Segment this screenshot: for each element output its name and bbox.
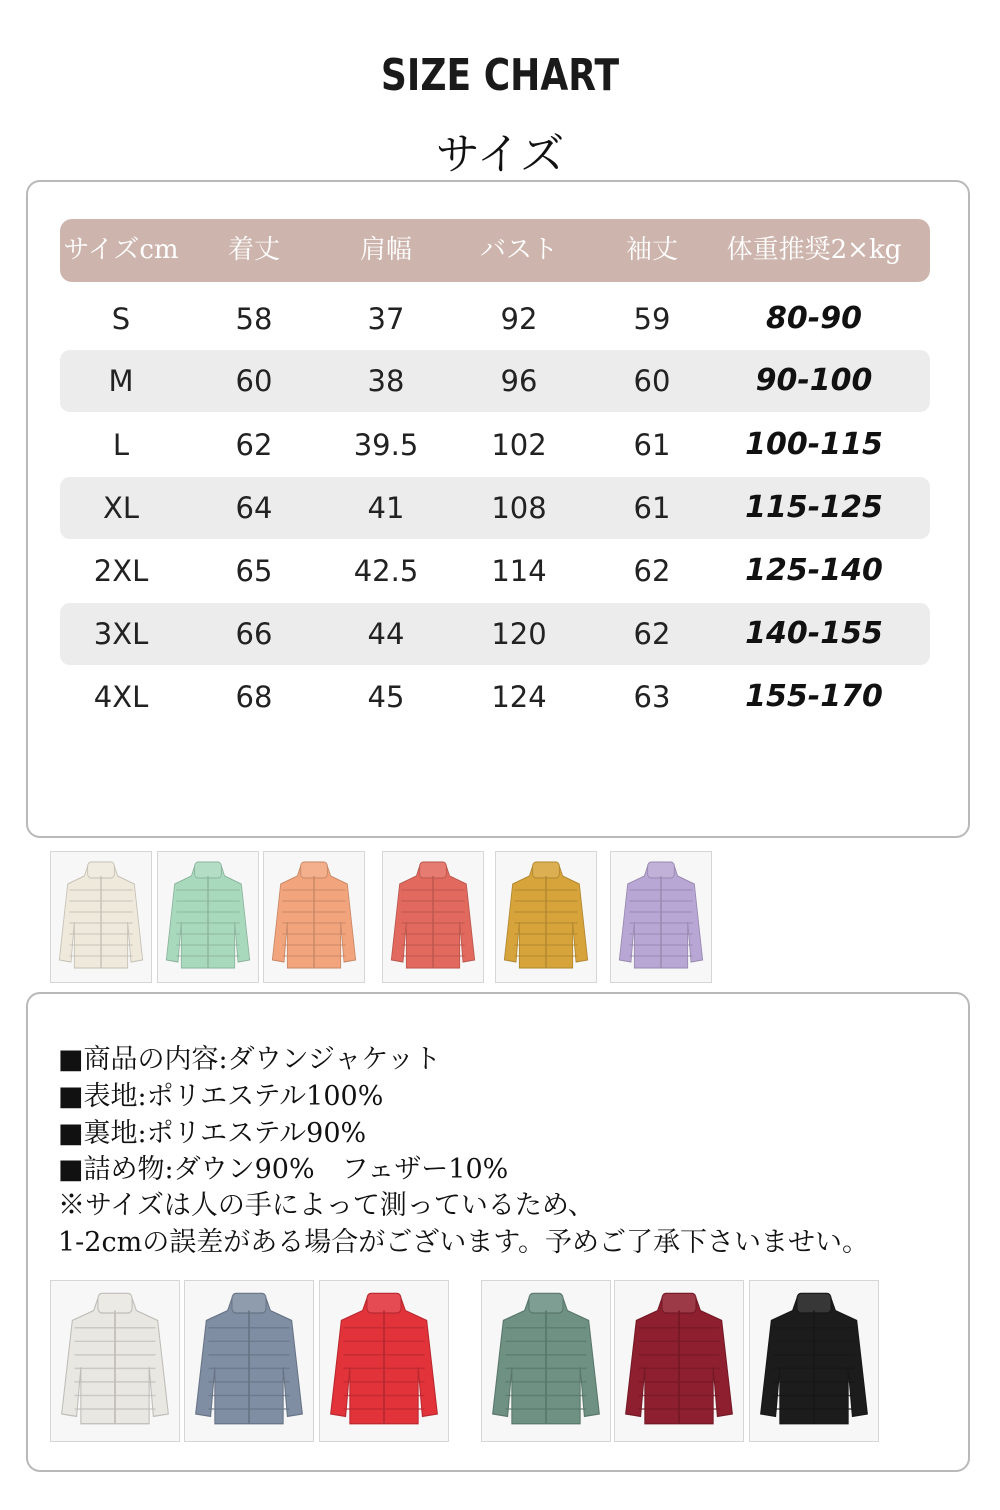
table-cell: 62: [633, 554, 671, 588]
title-en: SIZE CHART: [380, 50, 620, 101]
jacket-thumbnail: [495, 851, 597, 983]
info-line: ■商品の内容:ダウンジャケット: [58, 1044, 442, 1075]
table-row-size: 2XL: [93, 554, 149, 588]
table-cell: 44: [367, 617, 405, 651]
table-cell: 80-90: [766, 301, 862, 336]
title-jp: サイズ: [435, 129, 565, 180]
table-header-4: 袖丈: [625, 235, 678, 265]
jacket-thumbnail: [382, 851, 484, 983]
jacket-thumbnail: [50, 851, 152, 983]
table-cell: 68: [235, 680, 273, 714]
jacket-thumbnail: [610, 851, 712, 983]
info-line: ■表地:ポリエステル100%: [58, 1081, 384, 1112]
table-cell: 90-100: [755, 363, 873, 398]
table-cell: 92: [500, 302, 538, 336]
jacket-thumbnail: [614, 1280, 744, 1442]
jacket-thumbnail: [157, 851, 259, 983]
info-line: ■裏地:ポリエステル90%: [58, 1118, 367, 1149]
info-line: ■詰め物:ダウン90% フェザー10%: [58, 1154, 509, 1185]
table-cell: 108: [491, 491, 547, 525]
table-cell: 41: [367, 491, 405, 525]
jacket-thumbnail: [50, 1280, 180, 1442]
jacket-thumbnail: [184, 1280, 314, 1442]
table-header-3: バスト: [479, 235, 558, 265]
table-row-size: 4XL: [93, 680, 149, 714]
info-line: ※サイズは人の手によって測っているため、: [58, 1190, 595, 1221]
table-cell: 61: [633, 428, 671, 462]
table-cell: 140-155: [745, 616, 883, 651]
table-cell: 37: [367, 302, 405, 336]
table-cell: 100-115: [745, 427, 883, 462]
table-cell: 115-125: [745, 490, 883, 525]
info-line: 1-2cmの誤差がある場合がございます。予めご了承下さいませい。: [58, 1227, 870, 1258]
table-cell: 114: [491, 554, 547, 588]
table-row-size: XL: [102, 491, 140, 525]
table-header-2: 肩幅: [359, 235, 412, 265]
table-cell: 96: [500, 364, 538, 398]
table-cell: 102: [491, 428, 547, 462]
table-cell: 60: [633, 364, 671, 398]
table-cell: 66: [235, 617, 273, 651]
jacket-thumbnail: [263, 851, 365, 983]
table-cell: 125-140: [745, 553, 883, 588]
table-row-size: M: [108, 364, 134, 398]
table-cell: 63: [633, 680, 671, 714]
jacket-thumbnail: [749, 1280, 879, 1442]
table-cell: 59: [633, 302, 671, 336]
table-row-size: 3XL: [93, 617, 149, 651]
table-header-0: サイズcm: [63, 235, 179, 265]
table-cell: 65: [235, 554, 273, 588]
table-row-size: S: [111, 302, 131, 336]
table-header-1: 着丈: [227, 235, 280, 265]
table-header-5: 体重推奨2×kg: [726, 235, 902, 265]
table-cell: 120: [491, 617, 547, 651]
jacket-thumbnail: [481, 1280, 611, 1442]
table-cell: 60: [235, 364, 273, 398]
jacket-thumbnail: [319, 1280, 449, 1442]
table-cell: 38: [367, 364, 405, 398]
table-row-size: L: [112, 428, 130, 462]
table-cell: 58: [235, 302, 273, 336]
table-cell: 62: [235, 428, 273, 462]
table-cell: 64: [235, 491, 273, 525]
table-cell: 124: [491, 680, 547, 714]
table-cell: 61: [633, 491, 671, 525]
table-cell: 42.5: [353, 554, 419, 588]
table-cell: 62: [633, 617, 671, 651]
table-cell: 45: [367, 680, 405, 714]
table-cell: 155-170: [745, 679, 883, 714]
table-cell: 39.5: [353, 428, 419, 462]
